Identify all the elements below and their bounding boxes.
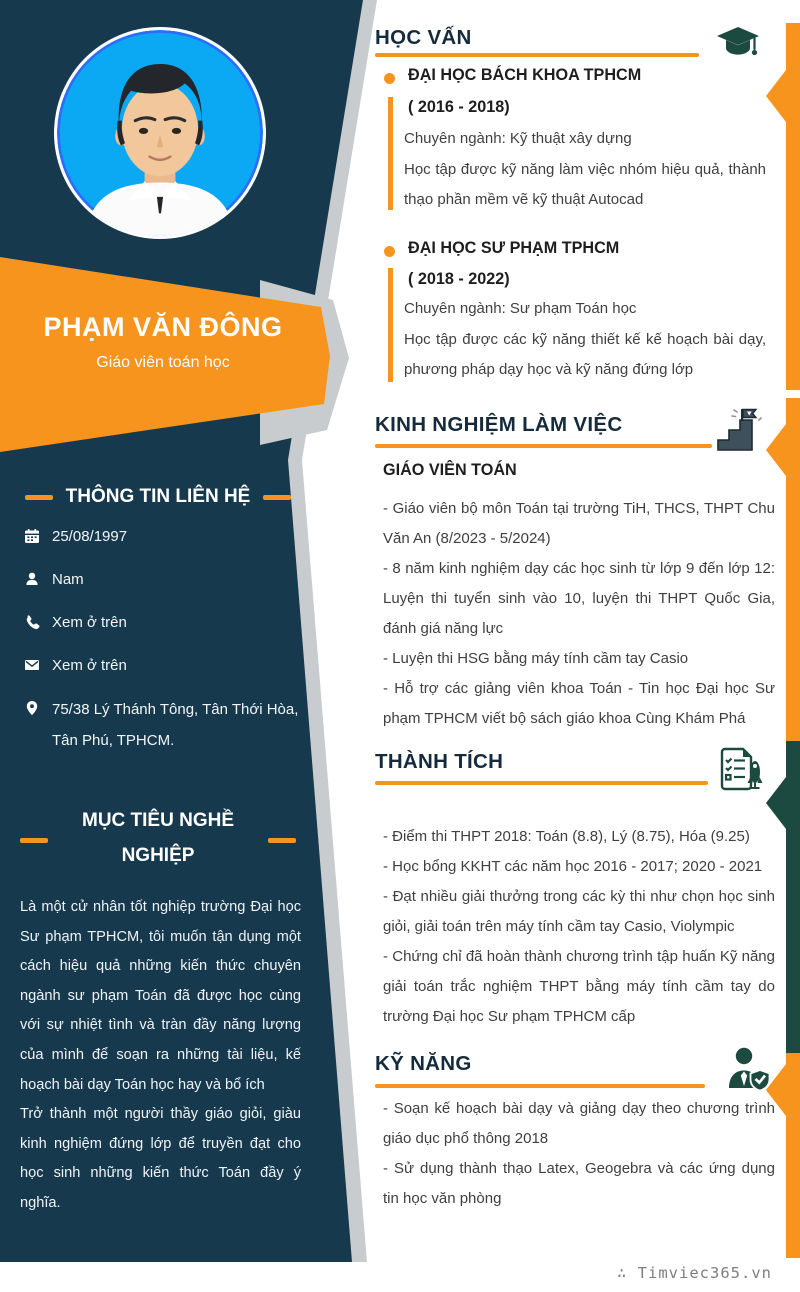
education-period: ( 2016 - 2018) [408, 98, 510, 116]
achievement-bullet: - Chứng chỉ đã hoàn thành chương trình tập huấn Kỹ năng giải toán trắc nghiệm THPT bằng máy tính cầm tay do trường Đại học Sư phạm TPHCM cấp [383, 948, 775, 1025]
objective-paragraph: Là một cử nhân tốt nghiệp trường Đại học Sư phạm TPHCM, tôi muốn tận dụng một cách hiệu quả những kiến thức chuyên ngành sư phạm Toán đã được học cùng với sự nhiệt tình và tràn đầy năng lượng của mình để soạn ra những tài liệu, kế hoạch bài dạy Toán học hay và bổ ích [20, 899, 301, 1093]
heading-dash-right [263, 495, 291, 500]
achievement-bullet: - Điểm thi THPT 2018: Toán (8.8), Lý (8.75), Hóa (9.25) [383, 828, 750, 845]
achievements-heading: THÀNH TÍCH [375, 750, 504, 773]
skills-heading: KỸ NĂNG [375, 1052, 472, 1075]
experience-job-title: GIÁO VIÊN TOÁN [383, 461, 517, 479]
calendar-icon [24, 528, 40, 544]
contact-address-value: 75/38 Lý Thánh Tông, Tân Thới Hòa, Tân Phú, TPHCM. [52, 701, 299, 749]
objective-paragraph: Trở thành một người thầy giáo giỏi, giàu kinh nghiệm đứng lớp để truyền đạt cho học sinh những kiến thức Toán đầy ý nghĩa. [20, 1106, 301, 1211]
checklist-rocket-icon [718, 746, 764, 792]
education-accent-bar [388, 97, 393, 210]
site-watermark: ∴ Timviec365.vn [617, 1264, 772, 1282]
experience-bullet-list [383, 494, 775, 734]
experience-bullet: - Giáo viên bộ môn Toán tại trường TiH, THCS, THPT Chu Văn An (8/2023 - 5/2024) [383, 500, 775, 547]
achievement-bullet: - Đạt nhiều giải thưởng trong các kỳ thi như chọn học sinh giỏi, giải toán trên máy tính cầm tay Casio, Violympic [383, 888, 775, 935]
contact-item-address [24, 699, 306, 756]
contact-gender-value: Nam [52, 571, 84, 588]
heading-dash-right [268, 838, 296, 843]
education-heading: HỌC VẤN [375, 26, 472, 49]
candidate-name: PHẠM VĂN ĐÔNG [43, 312, 283, 342]
candidate-job-title: Giáo viên toán học [96, 354, 230, 371]
achievement-bullet: - Học bổng KKHT các năm học 2016 - 2017; 2020 - 2021 [383, 858, 763, 875]
experience-heading: KINH NGHIỆM LÀM VIỆC [375, 413, 623, 436]
skills-underline [375, 1084, 705, 1088]
contact-item-gender [24, 570, 306, 590]
education-details [404, 294, 766, 386]
education-school: ĐẠI HỌC SƯ PHẠM TPHCM [408, 239, 620, 257]
experience-bullet: - Hỗ trợ các giảng viên khoa Toán - Tin học Đại học Sư phạm TPHCM viết bộ sách giáo khoa Cùng Khám Phá [383, 680, 775, 727]
objective-heading-line2: NGHIỆP [121, 845, 195, 866]
skill-bullet: - Soạn kế hoạch bài dạy và giảng dạy theo chương trình giáo dục phổ thông 2018 [383, 1100, 775, 1147]
education-major: Chuyên ngành: Kỹ thuật xây dựng [404, 130, 632, 147]
experience-bullet: - Luyện thi HSG bằng máy tính cầm tay Casio [383, 650, 689, 667]
education-school: ĐẠI HỌC BÁCH KHOA TPHCM [408, 66, 642, 84]
contact-item-birthday [24, 527, 306, 547]
identity-block [0, 312, 326, 372]
heading-dash-left [25, 495, 53, 500]
education-description: Học tập được các kỹ năng thiết kế kế hoạch bài dạy, phương pháp dạy học và kỹ năng đứng lớp [404, 330, 766, 378]
graduation-cap-icon [716, 26, 760, 62]
person-shield-check-icon [726, 1046, 770, 1092]
experience-underline [375, 444, 712, 448]
education-major: Chuyên ngành: Sư phạm Toán học [404, 300, 637, 317]
contact-phone-value: Xem ở trên [52, 614, 127, 631]
skills-bullet-list [383, 1094, 775, 1214]
contact-section-heading [0, 486, 316, 508]
education-period: ( 2018 - 2022) [408, 270, 510, 288]
contact-heading-label: THÔNG TIN LIÊN HỆ [65, 486, 251, 507]
contact-item-phone [24, 613, 306, 633]
achievements-underline [375, 781, 708, 785]
contact-birthday-value: 25/08/1997 [52, 528, 128, 545]
objective-heading-line1: MỤC TIÊU NGHỀ [82, 810, 234, 831]
education-accent-bar [388, 268, 393, 382]
achievements-bullet-list [383, 822, 775, 1032]
education-description: Học tập được kỹ năng làm việc nhóm hiệu quả, thành thạo phần mềm vẽ kỹ thuật Autocad [404, 160, 766, 208]
contact-email-value: Xem ở trên [52, 657, 127, 674]
profile-photo [54, 27, 266, 239]
experience-bullet: - 8 năm kinh nghiệm dạy các học sinh từ lớp 9 đến lớp 12: Luyện thi tuyển sinh vào 10, luyện thi THPT Quốc Gia, đánh giá năng lực [383, 560, 775, 637]
objective-text [20, 893, 301, 1219]
phone-icon [24, 614, 40, 630]
education-underline [375, 53, 699, 57]
education-details [404, 124, 766, 216]
contact-item-email [24, 656, 306, 676]
education-bullet [384, 246, 395, 257]
portrait-illustration [57, 30, 263, 236]
person-icon [24, 571, 40, 587]
location-pin-icon [24, 700, 40, 716]
skill-bullet: - Sử dụng thành thạo Latex, Geogebra và các ứng dụng tin học văn phòng [383, 1160, 775, 1207]
heading-dash-left [20, 838, 48, 843]
career-stairs-flag-icon [714, 406, 762, 452]
education-bullet [384, 73, 395, 84]
envelope-icon [24, 657, 40, 673]
